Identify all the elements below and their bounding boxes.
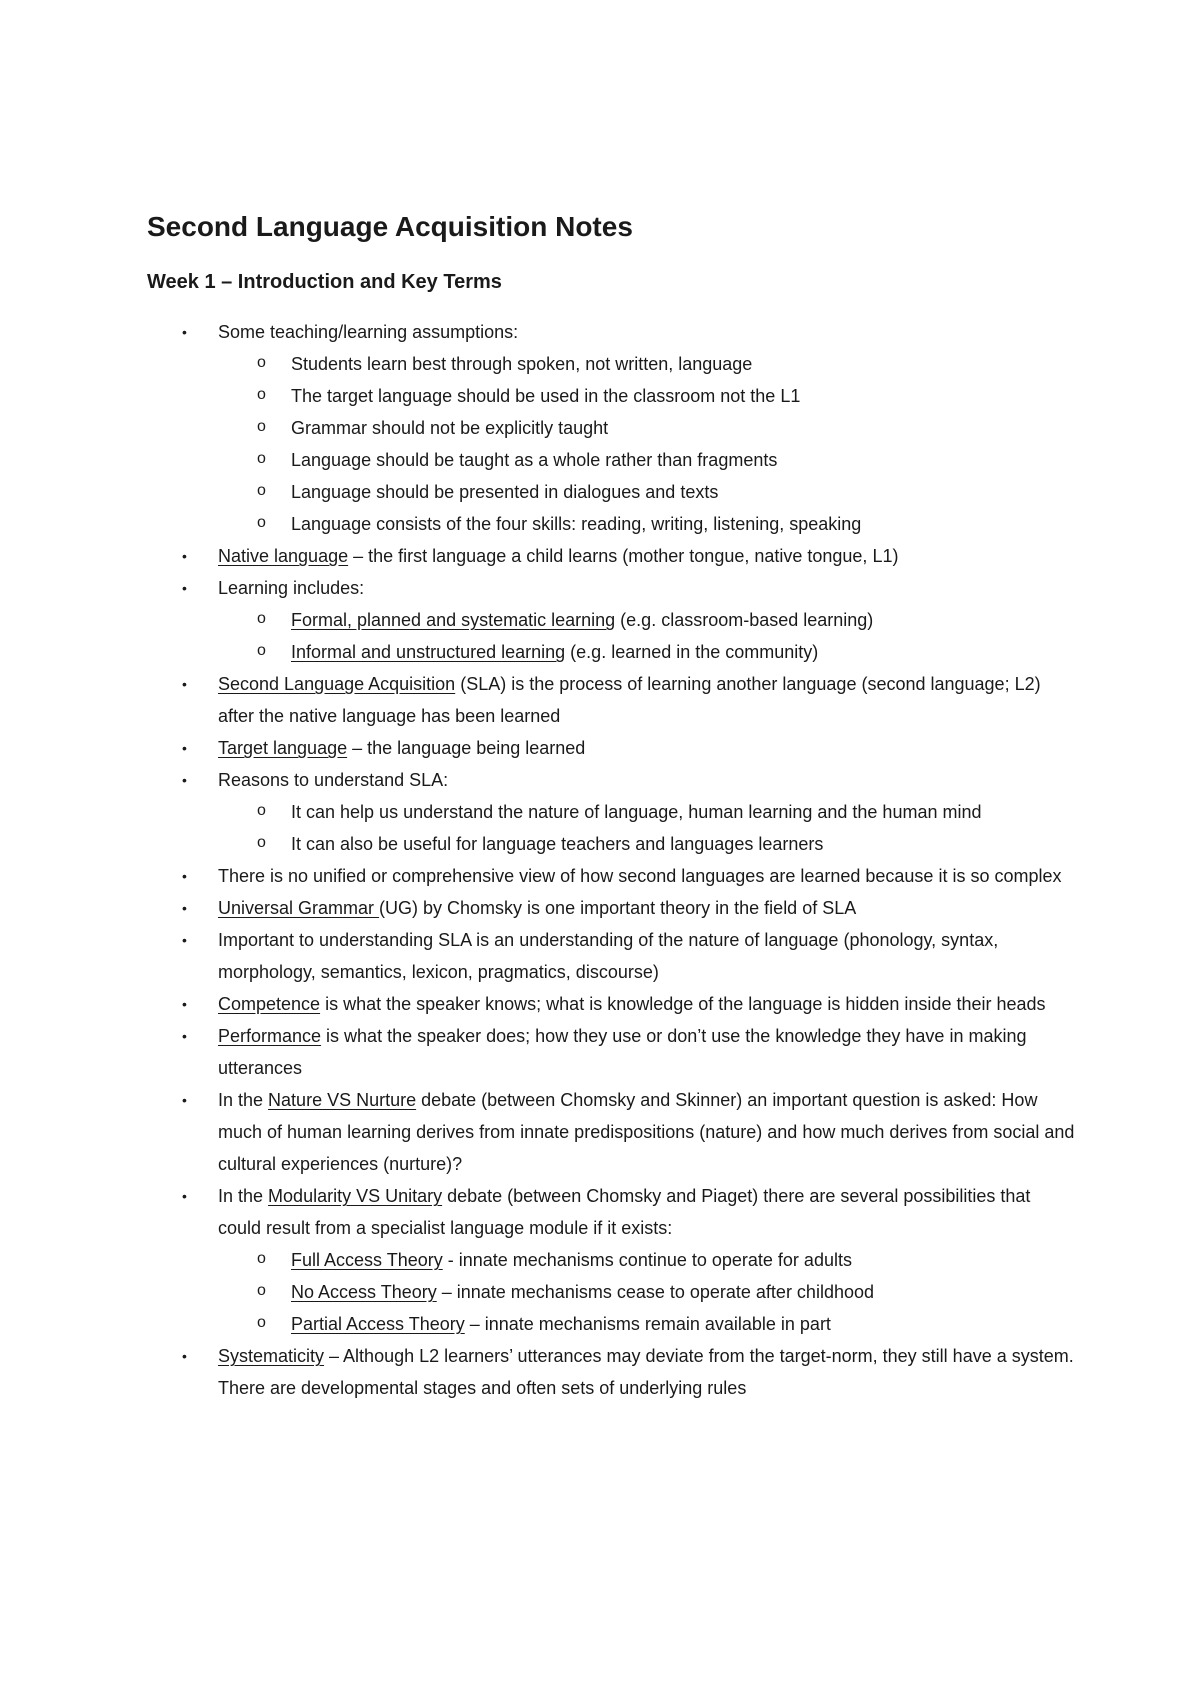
bullet-icon: •: [182, 932, 187, 948]
circle-bullet-icon: o: [257, 450, 266, 467]
list-item: [147, 668, 1077, 732]
key-term: Formal, planned and systematic learning: [291, 610, 616, 630]
sub-list-item: [218, 828, 1077, 860]
bullet-icon: •: [182, 868, 187, 884]
sub-item-text: - innate mechanisms continue to operate for adults: [442, 1250, 852, 1270]
bullet-icon: •: [182, 900, 187, 916]
circle-bullet-icon: o: [257, 386, 266, 403]
sub-list-item: [218, 636, 1077, 668]
list-item: [147, 572, 1077, 668]
sub-list: [218, 604, 1077, 668]
key-term: No Access Theory: [291, 1282, 437, 1302]
circle-bullet-icon: o: [257, 1250, 266, 1267]
list-item: [147, 316, 1077, 540]
sub-list-item: [218, 380, 1077, 412]
bullet-icon: •: [182, 740, 187, 756]
sub-list-item: [218, 796, 1077, 828]
list-item: [147, 1084, 1077, 1180]
item-text: – the first language a child learns (mother tongue, native tongue, L1): [348, 546, 899, 566]
sub-item-text: Language should be presented in dialogues and texts: [291, 482, 719, 502]
list-item: [147, 540, 1077, 572]
key-term: Target language: [218, 738, 348, 758]
sub-list-item: [218, 604, 1077, 636]
sub-item-text: – innate mechanisms cease to operate after childhood: [436, 1282, 874, 1302]
sub-list-item: [218, 1276, 1077, 1308]
bullet-icon: •: [182, 580, 187, 596]
document-content: [147, 210, 1077, 1404]
sub-list-item: [218, 444, 1077, 476]
item-text: There is no unified or comprehensive view of how second languages are learned because it is so complex: [218, 866, 1062, 886]
sub-item-text: It can help us understand the nature of language, human learning and the human mind: [291, 802, 982, 822]
item-lead: In the: [218, 1186, 269, 1206]
key-term: Modularity VS Unitary: [268, 1186, 443, 1206]
sub-item-text: (e.g. classroom-based learning): [615, 610, 874, 630]
bullet-icon: •: [182, 996, 187, 1012]
key-term: Nature VS Nurture: [268, 1090, 417, 1110]
item-text: Important to understanding SLA is an understanding of the nature of language (phonology, syntax, morphology, semantics, lexicon, pragmatics, discourse): [218, 930, 999, 982]
circle-bullet-icon: o: [257, 802, 266, 819]
bullet-icon: •: [182, 1348, 187, 1364]
sub-list: [218, 796, 1077, 860]
sub-item-text: Language should be taught as a whole rather than fragments: [291, 450, 778, 470]
circle-bullet-icon: o: [257, 1282, 266, 1299]
circle-bullet-icon: o: [257, 514, 266, 531]
key-term: Systematicity: [218, 1346, 325, 1366]
sub-item-text: Grammar should not be explicitly taught: [291, 418, 609, 438]
sub-item-text: (e.g. learned in the community): [565, 642, 819, 662]
item-text: debate (between Chomsky and Skinner) an important question is asked: How much of human learning derives from innate predispositions (nature) and how much derives from social and cultural experiences (nurture)?: [218, 1090, 1075, 1174]
item-text: – Although L2 learners’ utterances may deviate from the target-norm, they still have a system. There are developmental stages and often sets of underlying rules: [218, 1346, 1074, 1398]
sub-list-item: [218, 508, 1077, 540]
sub-item-text: Students learn best through spoken, not written, language: [291, 354, 753, 374]
key-term: Performance: [218, 1026, 322, 1046]
sub-item-text: Language consists of the four skills: reading, writing, listening, speaking: [291, 514, 862, 534]
item-text: is what the speaker knows; what is knowledge of the language is hidden inside their heads: [320, 994, 1046, 1014]
circle-bullet-icon: o: [257, 610, 266, 627]
item-text: Learning includes:: [218, 578, 365, 598]
list-item: [147, 1340, 1077, 1404]
list-item: [147, 732, 1077, 764]
circle-bullet-icon: o: [257, 418, 266, 435]
bullet-icon: •: [182, 1188, 187, 1204]
sub-list-item: [218, 476, 1077, 508]
list-item: [147, 764, 1077, 860]
notes-list: [147, 316, 1077, 1404]
sub-item-text: – innate mechanisms remain available in part: [464, 1314, 831, 1334]
item-text: is what the speaker does; how they use or don’t use the knowledge they have in making utterances: [218, 1026, 1027, 1078]
sub-item-text: It can also be useful for language teachers and languages learners: [291, 834, 824, 854]
key-term: Partial Access Theory: [291, 1314, 465, 1334]
section-heading: Week 1 – Introduction and Key Terms: [147, 271, 502, 293]
sub-list-item: [218, 1244, 1077, 1276]
item-text: Reasons to understand SLA:: [218, 770, 449, 790]
bullet-icon: •: [182, 1028, 187, 1044]
bullet-icon: •: [182, 772, 187, 788]
key-term: Informal and unstructured learning: [291, 642, 566, 662]
item-text: (UG) by Chomsky is one important theory in the field of SLA: [379, 898, 857, 918]
list-item: [147, 860, 1077, 892]
sub-list: [218, 348, 1077, 540]
item-text: Some teaching/learning assumptions:: [218, 322, 519, 342]
circle-bullet-icon: o: [257, 834, 266, 851]
sub-list-item: [218, 348, 1077, 380]
sub-list: [218, 1244, 1077, 1340]
key-term: Competence: [218, 994, 321, 1014]
key-term: Universal Grammar: [218, 898, 380, 918]
item-text: – the language being learned: [347, 738, 586, 758]
circle-bullet-icon: o: [257, 482, 266, 499]
circle-bullet-icon: o: [257, 1314, 266, 1331]
circle-bullet-icon: o: [257, 642, 266, 659]
page-title: Second Language Acquisition Notes: [147, 211, 633, 242]
bullet-icon: •: [182, 1092, 187, 1108]
list-item: [147, 988, 1077, 1020]
key-term: Full Access Theory: [291, 1250, 443, 1270]
bullet-icon: •: [182, 676, 187, 692]
bullet-icon: •: [182, 324, 187, 340]
list-item: [147, 924, 1077, 988]
key-term: Native language: [218, 546, 349, 566]
item-text: debate (between Chomsky and Piaget) there are several possibilities that could result from a specialist language module if it exists:: [218, 1186, 1031, 1238]
list-item: [147, 1180, 1077, 1340]
list-item: [147, 1020, 1077, 1084]
sub-item-text: The target language should be used in the classroom not the L1: [291, 386, 801, 406]
bullet-icon: •: [182, 548, 187, 564]
key-term: Second Language Acquisition: [218, 674, 456, 694]
item-text: (SLA) is the process of learning another language (second language; L2) after the native language has been learned: [218, 674, 1041, 726]
circle-bullet-icon: o: [257, 354, 266, 371]
item-lead: In the: [218, 1090, 269, 1110]
list-item: [147, 892, 1077, 924]
sub-list-item: [218, 1308, 1077, 1340]
sub-list-item: [218, 412, 1077, 444]
